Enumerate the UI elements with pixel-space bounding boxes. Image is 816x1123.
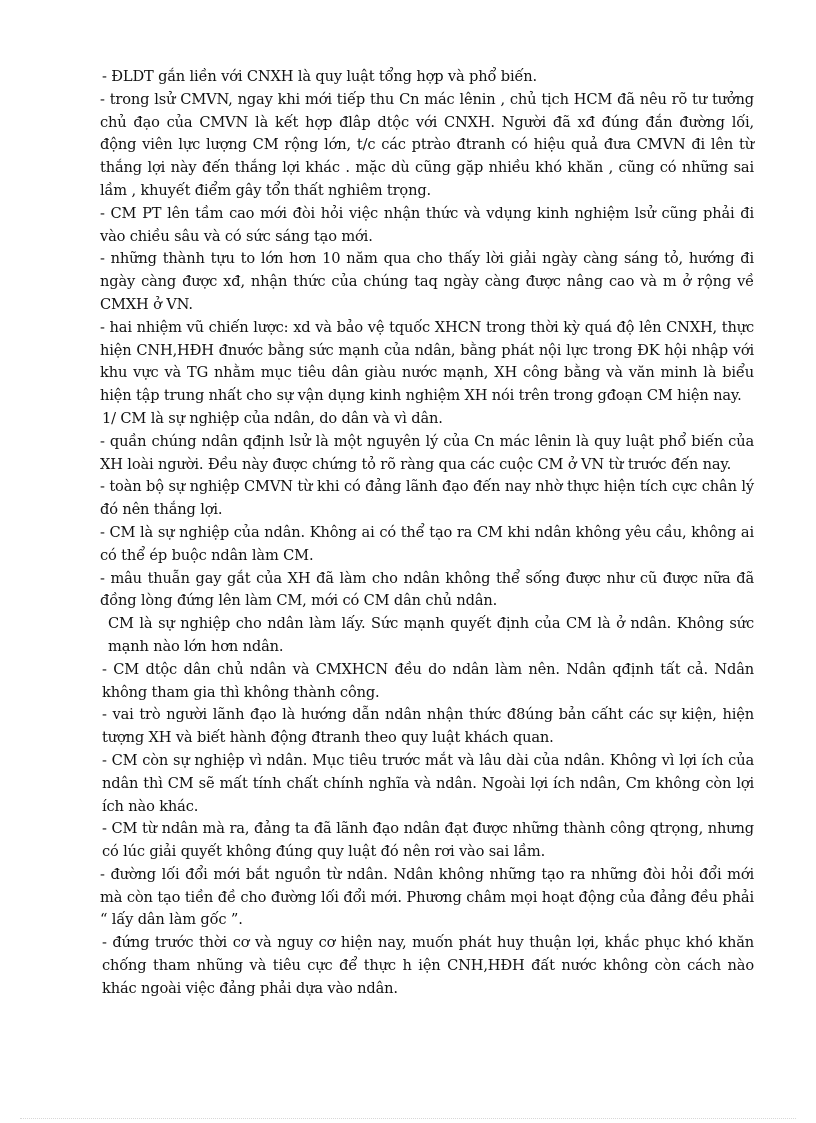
paragraph-6: 1/ CM là sự nghiệp của ndân, do dân và vì dân.	[102, 409, 443, 427]
paragraph-13: - vai trò người lãnh đạo là hướng dẫn ndân nhận thức đ8úng bản cấht các sự kiện, hiện tượng XH và biết hành động đtranh theo quy luật khách quan.	[102, 706, 754, 747]
paragraph-8: - toàn bộ sự nghiệp CMVN từ khi có đảng lãnh đạo đến nay nhờ thực hiện tích cực chân lý đó nên thắng lợi.	[100, 478, 754, 519]
paragraph-16: - đường lối đổi mới bắt nguồn từ ndân. Ndân không những tạo ra những đòi hỏi đổi mới mà còn tạo tiền đề cho đường lối đổi mới. Phương châm mọi hoạt động của đảng đều phải “ lấy dân làm gốc ”.	[100, 865, 754, 929]
paragraph-10: - mâu thuẫn gay gắt của XH đã làm cho ndân không thể sống được như cũ được nữa đã đồng lòng đứng lên làm CM, mới có CM dân chủ ndân.	[100, 569, 754, 610]
paragraph-12: - CM dtộc dân chủ ndân và CMXHCN đều do ndân làm nên. Ndân qđịnh tất cả. Ndân không tham gia thì không thành công.	[102, 660, 754, 701]
paragraph-4: - những thành tựu to lớn hơn 10 năm qua cho thấy lời giải ngày càng sáng tỏ, hướng đi ngày càng được xđ, nhận thức của chúng taq ngày càng được nâng cao và m ở rộng về CMXH ở VN.	[100, 250, 754, 313]
paragraph-2: - trong lsử CMVN, ngay khi mới tiếp thu Cn mác lênin , chủ tịch HCM đã nêu rõ tư tưởng chủ đạo của CMVN là kết hợp đlâp dtộc với CNXH. Người đã xđ đúng đắn đường lối, động viên lực lượng CM rộng lớn, t/c các ptrào đtranh có hiệu quả đưa CMVN đi lên từ thắng lợi này đến thắng lợi khác . mặc dù cũng gặp nhiều khó khăn , cũng có những sai lầm , khuyết điểm gây tổn thất nghiêm trọng.	[100, 90, 754, 199]
paragraph-9: - CM là sự nghiệp của ndân. Không ai có thể tạo ra CM khi ndân không yêu cầu, không ai có thể ép buộc ndân làm CM.	[100, 523, 754, 564]
paragraph-11: CM là sự nghiệp cho ndân làm lấy. Sức mạnh quyết định của CM là ở ndân. Không sức mạnh nào lớn hơn ndân.	[108, 615, 754, 655]
paragraph-17: - đứng trước thời cơ và nguy cơ hiện nay, muốn phát huy thuận lợi, khắc phục khó khăn chống tham nhũng và tiêu cực để thực h iện CNH,HĐH đất nước không còn cách nào khác ngoài việc đảng phải dựa vào ndân.	[102, 934, 754, 997]
paragraph-1: - ĐLDT gắn liền với CNXH là quy luật tổng hợp và phổ biến.	[102, 68, 538, 85]
paragraph-7: - quần chúng ndân qđịnh lsử là một nguyên lý của Cn mác lênin là quy luật phổ biến của XH loài người. Đều này được chứng tỏ rõ ràng qua các cuộc CM ở VN từ trước đến nay.	[100, 432, 754, 473]
paragraph-3: - CM PT lên tầm cao mới đòi hỏi việc nhận thức và vdụng kinh nghiệm lsử cũng phải đi vào chiều sâu và có sức sáng tạo mới.	[100, 204, 754, 245]
paragraph-14: - CM còn sự nghiệp vì ndân. Mục tiêu trước mắt và lâu dài của ndân. Không vì lợi ích của ndân thì CM sẽ mất tính chất chính nghĩa và ndân. Ngoài lợi ích ndân, Cm không còn lợi ích nào khác.	[102, 751, 754, 815]
page-bottom-divider	[20, 1118, 796, 1119]
paragraph-5: - hai nhiệm vũ chiến lược: xd và bảo vệ tquốc XHCN trong thời kỳ quá độ lên CNXH, thực hiện CNH,HĐH đnước bằng sức mạnh của ndân, bằng phát nội lực trong ĐK hội nhập với khu vực và TG nhằm mục tiêu dân giàu nước mạnh, XH công bằng và văn minh là biểu hiện tập trung nhất cho sự vận dụng kinh nghiệm XH nói trên trong gđoạn CM hiện nay.	[100, 318, 754, 405]
paragraph-15: - CM từ ndân mà ra, đảng ta đã lãnh đạo ndân đạt được những thành công qtrọng, nhưng có lúc giải quyết không đúng quy luật đó nên rơi vào sai lầm.	[102, 820, 754, 861]
document-body	[100, 66, 754, 1001]
